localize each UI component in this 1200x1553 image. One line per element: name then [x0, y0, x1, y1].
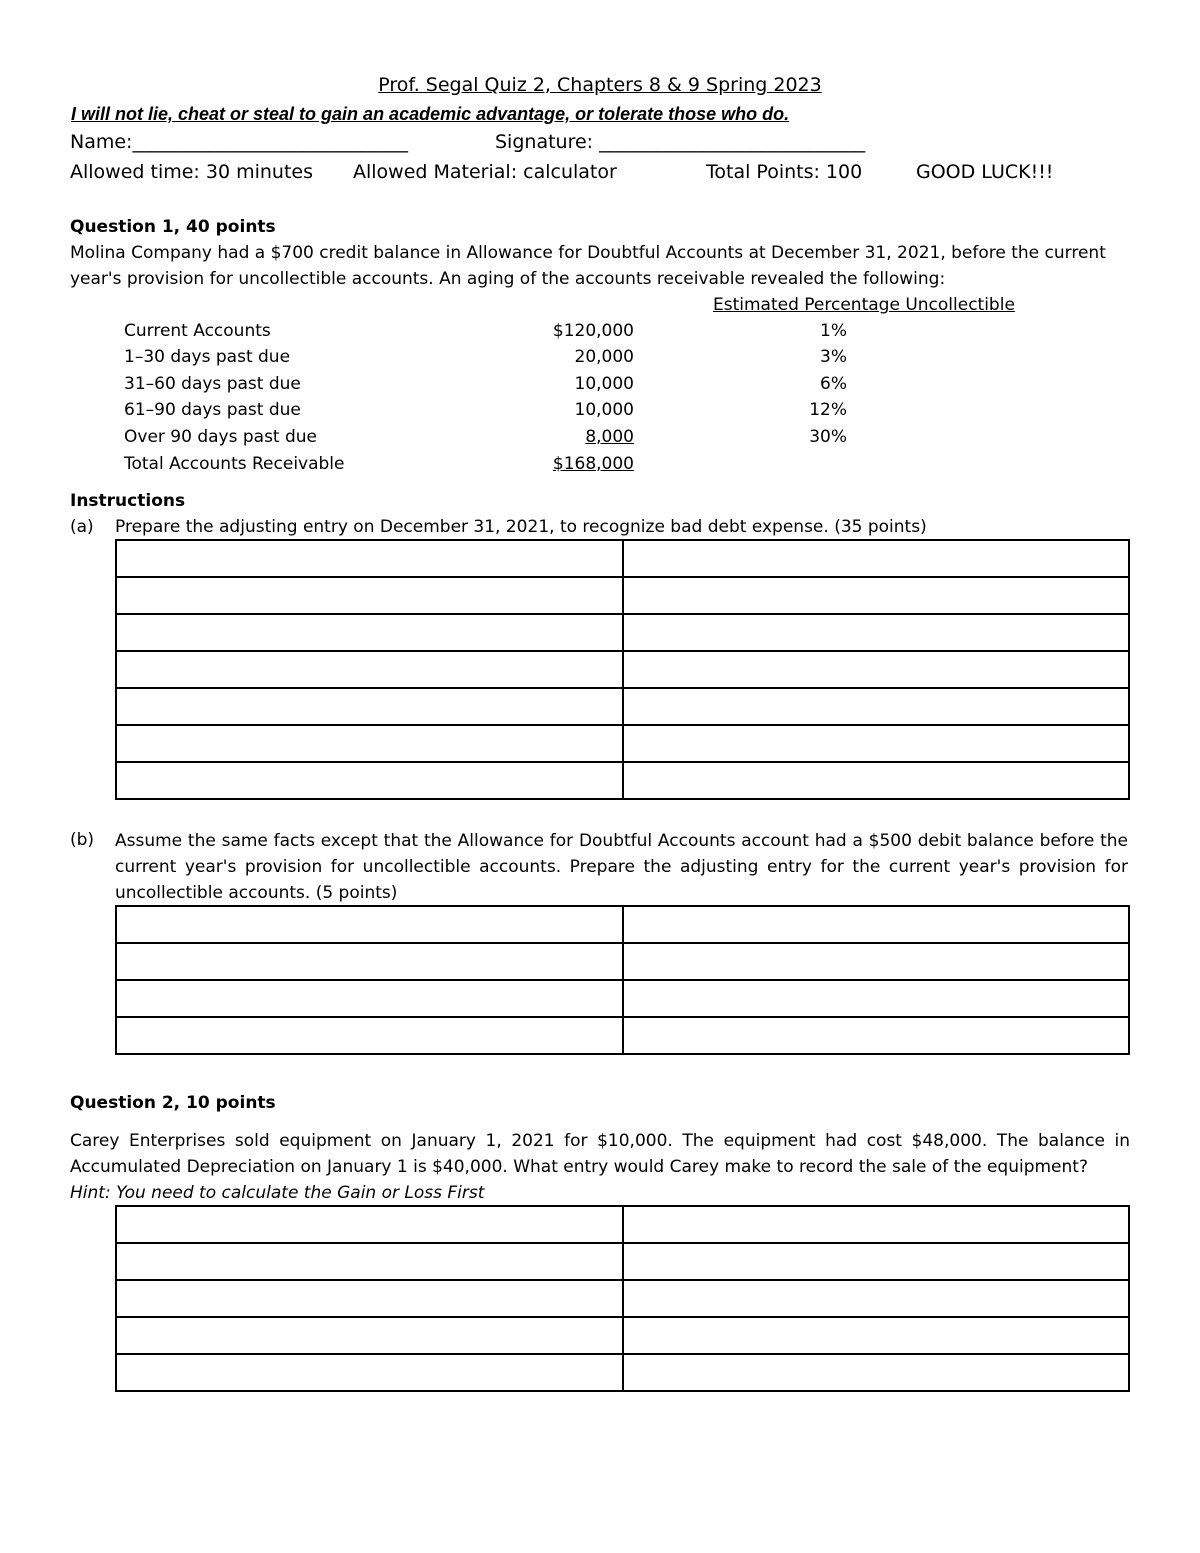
aging-percent: 6% — [820, 374, 847, 394]
entry-cell[interactable] — [623, 1317, 1130, 1354]
allowed-material: Allowed Material: calculator — [353, 161, 617, 183]
aging-label: 1–30 days past due — [124, 347, 291, 367]
aging-amount: 10,000 — [574, 400, 634, 420]
aging-percent: 1% — [820, 321, 847, 341]
entry-cell[interactable] — [116, 1017, 623, 1054]
journal-entry-table-a — [115, 539, 1130, 800]
entry-cell[interactable] — [623, 1243, 1130, 1280]
name-line: Name:_____________________________ — [70, 131, 408, 153]
entry-cell[interactable] — [116, 540, 623, 577]
entry-cell[interactable] — [116, 651, 623, 688]
aging-percent: 3% — [820, 347, 847, 367]
honor-code: I will not lie, cheat or steal to gain an academic advantage, or tolerate those who do. — [71, 104, 790, 124]
entry-cell[interactable] — [623, 688, 1130, 725]
entry-cell[interactable] — [116, 725, 623, 762]
entry-cell[interactable] — [116, 614, 623, 651]
aging-total-amount: $168,000 — [552, 454, 634, 474]
aging-header: Estimated Percentage Uncollectible — [713, 295, 1015, 315]
part-b-marker: (b) — [70, 830, 95, 850]
aging-amount: 20,000 — [574, 347, 634, 367]
entry-cell[interactable] — [623, 614, 1130, 651]
signature-line: Signature: ____________________________ — [495, 131, 866, 153]
entry-cell[interactable] — [623, 980, 1130, 1017]
aging-label: Current Accounts — [124, 321, 271, 341]
journal-entry-table-q2 — [115, 1205, 1130, 1392]
entry-cell[interactable] — [116, 762, 623, 799]
instructions-heading: Instructions — [70, 491, 186, 511]
entry-cell[interactable] — [116, 906, 623, 943]
entry-cell[interactable] — [623, 540, 1130, 577]
part-a-marker: (a) — [70, 517, 94, 537]
entry-cell[interactable] — [623, 762, 1130, 799]
entry-cell[interactable] — [623, 577, 1130, 614]
entry-cell[interactable] — [623, 1206, 1130, 1243]
entry-cell[interactable] — [116, 1243, 623, 1280]
part-a-text: Prepare the adjusting entry on December 31, 2021, to recognize bad debt expense. (35 points) — [115, 517, 927, 537]
aging-amount: $120,000 — [552, 321, 634, 341]
total-points: Total Points: 100 — [706, 161, 863, 183]
entry-cell[interactable] — [116, 577, 623, 614]
entry-cell[interactable] — [623, 725, 1130, 762]
aging-amount: 10,000 — [574, 374, 634, 394]
question-2-heading: Question 2, 10 points — [70, 1093, 276, 1113]
entry-cell[interactable] — [623, 1354, 1130, 1391]
entry-cell[interactable] — [116, 1354, 623, 1391]
aging-label: 31–60 days past due — [124, 374, 301, 394]
entry-cell[interactable] — [623, 1280, 1130, 1317]
good-luck: GOOD LUCK!!! — [916, 161, 1054, 183]
journal-entry-table-b — [115, 905, 1130, 1055]
entry-cell[interactable] — [623, 943, 1130, 980]
aging-label: 61–90 days past due — [124, 400, 301, 420]
question-2-prompt: Carey Enterprises sold equipment on January 1, 2021 for $10,000. The equipment had cost $48,000. The balance in Accumulated Depreciation on January 1 is $40,000. What entry would Carey make to record the sale of the equipment? — [70, 1131, 1130, 1177]
aging-percent: 12% — [809, 400, 847, 420]
question-2-hint: Hint: You need to calculate the Gain or Loss First — [70, 1183, 485, 1203]
entry-cell[interactable] — [623, 906, 1130, 943]
entry-cell[interactable] — [623, 651, 1130, 688]
aging-label: Over 90 days past due — [124, 427, 318, 447]
allowed-time: Allowed time: 30 minutes — [70, 161, 314, 183]
aging-amount: 8,000 — [585, 427, 634, 447]
entry-cell[interactable] — [623, 1017, 1130, 1054]
entry-cell[interactable] — [116, 1280, 623, 1317]
question-1-heading: Question 1, 40 points — [70, 217, 276, 237]
entry-cell[interactable] — [116, 943, 623, 980]
page-title: Prof. Segal Quiz 2, Chapters 8 & 9 Spring 2023 — [378, 74, 822, 96]
question-1-prompt: Molina Company had a $700 credit balance in Allowance for Doubtful Accounts at December 31, 2021, before the current year's provision for uncollectible accounts. An aging of the accounts receivable revealed the following: — [70, 243, 1106, 289]
entry-cell[interactable] — [116, 1206, 623, 1243]
aging-total-label: Total Accounts Receivable — [124, 454, 345, 474]
aging-percent: 30% — [809, 427, 847, 447]
entry-cell[interactable] — [116, 1317, 623, 1354]
part-b-text: Assume the same facts except that the Allowance for Doubtful Accounts account had a $500 debit balance before the current year's provision for uncollectible accounts. Prepare the adjusting entry for the current year's provision for uncollectible accounts. (5 points) — [115, 831, 1128, 903]
entry-cell[interactable] — [116, 980, 623, 1017]
entry-cell[interactable] — [116, 688, 623, 725]
